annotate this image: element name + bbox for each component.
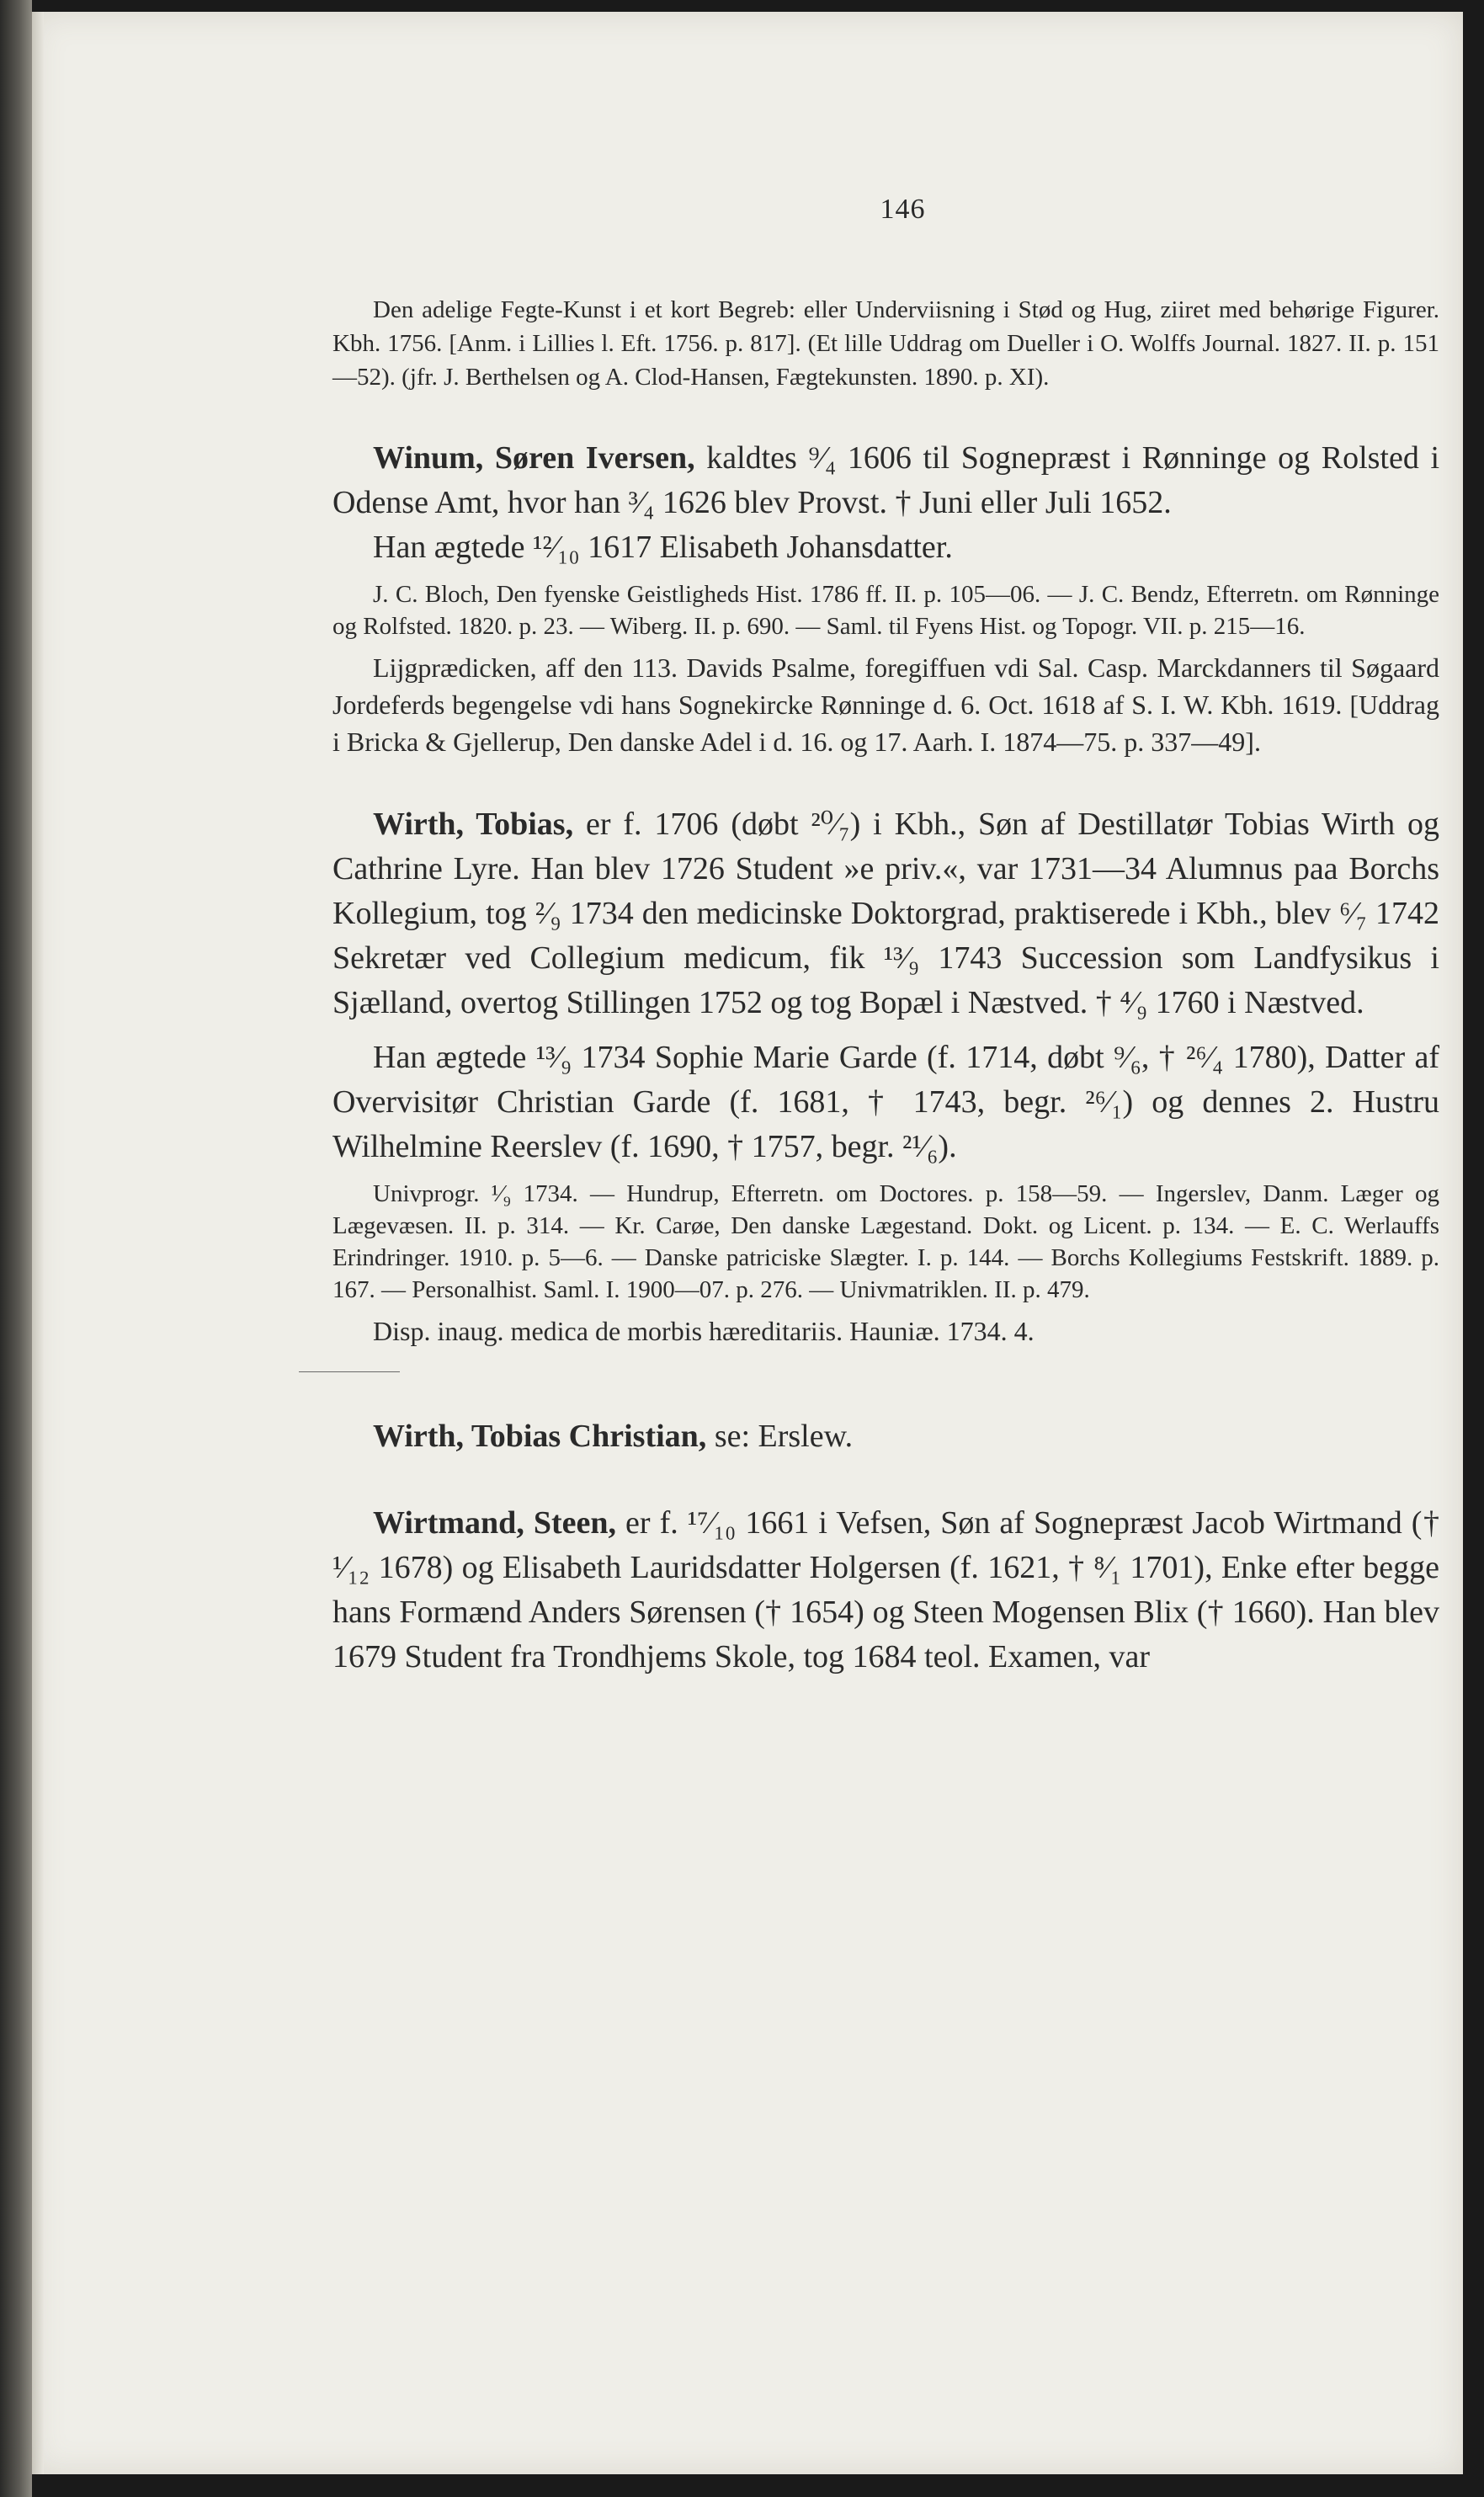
page-text	[332, 194, 1439, 1680]
entry-wirtmand-bio-text: er f. ¹⁷⁄₁₀ 1661 i Vefsen, Søn af Sognepræst Jacob Wirtmand († ¹⁄₁₂ 1678) og Elisabeth Lauridsdatter Holgersen (f. 1621, † ⁸⁄₁ 1701), Enke efter begge hans Formænd Anders Sørensen († 1654) og Steen Mogensen Blix († 1660). Han blev 1679 Student fra Trondhjems Skole, tog 1684 teol. Examen, var	[332, 1505, 1439, 1674]
entry-wirth-christian	[332, 1414, 1439, 1459]
entry-wirth-works: Disp. inaug. medica de morbis hæreditariis. Hauniæ. 1734. 4.	[373, 1316, 1035, 1346]
entry-wirth-references: Univprogr. ¹⁄₉ 1734. — Hundrup, Efterretn. om Doctores. p. 158—59. — Ingerslev, Danm. Læger og Lægevæsen. II. p. 314. — Kr. Carøe, Den danske Lægestand. Dokt. og Licent. p. 134. — E. C. Werlauffs Erindringer. 1910. p. 5—6. — Danske patriciske Slægter. I. p. 144. — Borchs Kollegiums Festskrift. 1889. p. 167. — Personalhist. Saml. I. 1900—07. p. 276. — Univmatriklen. II. p. 479.	[332, 1180, 1439, 1303]
divider-rule	[299, 1371, 400, 1372]
entry-wirtmand	[332, 1501, 1439, 1680]
entry-winum	[332, 436, 1439, 760]
entry-wirth-bio-text: er f. 1706 (døbt ²⁰⁄₇) i Kbh., Søn af Destillatør Tobias Wirth og Cathrine Lyre. Han blev 1726 Student »e priv.«, var 1731—34 Alumnus paa Borchs Kollegium, tog ²⁄₉ 1734 den medicinske Doktorgrad, praktiserede i Kbh., blev ⁶⁄₇ 1742 Sekretær ved Collegium medicum, fik ¹³⁄₉ 1743 Succession som Landfysikus i Sjælland, overtog Stillingen 1752 og tog Bopæl i Næstved. † ⁴⁄₉ 1760 i Næstved.	[332, 807, 1439, 1020]
entry-winum-bio	[332, 436, 1439, 525]
entry-wirth	[332, 802, 1439, 1372]
entry-continuation: Den adelige Fegte-Kunst i et kort Begreb: eller Underviisning i Stød og Hug, ziiret med behørige Figurer. Kbh. 1756. [Anm. i Lillies l. Eft. 1756. p. 817]. (Et lille Uddrag om Dueller i O. Wolffs Journal. 1827. II. p. 151—52). (jfr. J. Berthelsen og A. Clod-Hansen, Fægtekunsten. 1890. p. XI).	[332, 296, 1439, 391]
entry-winum-bio-text: kaldtes ⁹⁄₄ 1606 til Sognepræst i Rønninge og Rolsted i Odense Amt, hvor han ³⁄₄ 1626 blev Provst. † Juni eller Juli 1652.	[332, 440, 1440, 520]
page-edge	[32, 12, 44, 2474]
page-number: 146	[880, 194, 926, 225]
book-binding	[0, 0, 32, 2497]
entry-wirth-name: Wirth, Tobias,	[373, 807, 574, 842]
entry-winum-marriage: Han ægtede ¹²⁄₁₀ 1617 Elisabeth Johansdatter.	[373, 530, 953, 565]
entry-wirtmand-name: Wirtmand, Steen,	[373, 1505, 617, 1541]
entry-wirth-bio	[332, 802, 1439, 1025]
entry-wirth-christian-text: se: Erslew.	[706, 1419, 854, 1454]
entry-wirth-christian-name: Wirth, Tobias Christian,	[373, 1419, 707, 1454]
entry-winum-works: Lijgprædicken, aff den 113. Davids Psalme, foregiffuen vdi Sal. Casp. Marckdanners til Søgaard Jordeferds begengelse vdi hans Sognekircke Rønninge d. 6. Oct. 1618 af S. I. W. Kbh. 1619. [Uddrag i Bricka & Gjellerup, Den danske Adel i d. 16. og 17. Aarh. I. 1874—75. p. 337—49].	[332, 652, 1439, 757]
entry-wirth-marriage: Han ægtede ¹³⁄₉ 1734 Sophie Marie Garde (f. 1714, døbt ⁹⁄₆, † ²⁶⁄₄ 1780), Datter af Overvisitør Christian Garde (f. 1681, † 1743, begr. ²⁶⁄₁) og dennes 2. Hustru Wilhelmine Reerslev (f. 1690, † 1757, begr. ²¹⁄₆).	[332, 1040, 1439, 1164]
entry-winum-references: J. C. Bloch, Den fyenske Geistligheds Hist. 1786 ff. II. p. 105—06. — J. C. Bendz, Efterretn. om Rønninge og Rolfsted. 1820. p. 23. — Wiberg. II. p. 690. — Saml. til Fyens Hist. og Topogr. VII. p. 215—16.	[332, 581, 1439, 640]
entry-winum-name: Winum, Søren Iversen,	[373, 440, 695, 476]
